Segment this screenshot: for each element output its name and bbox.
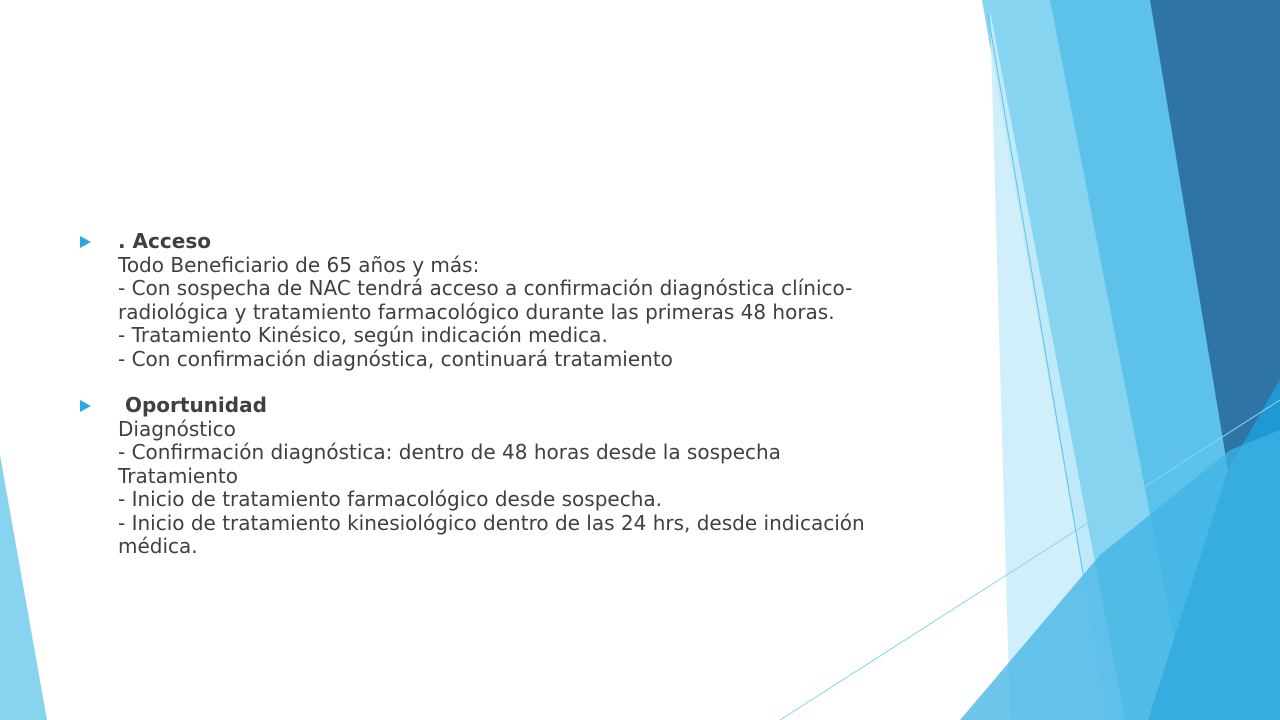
bullet-line: Tratamiento xyxy=(118,463,238,488)
bullet-oportunidad xyxy=(80,394,960,559)
bullet-line: - Con sospecha de NAC tendrá acceso a confirmación diagnóstica clínico- xyxy=(118,276,853,300)
bullet-arrow-icon xyxy=(80,236,91,248)
bullet-line: - Con confirmación diagnóstica, continuará tratamiento xyxy=(118,346,673,371)
bullet-line: Diagnóstico xyxy=(118,416,236,441)
bullet-heading: . Acceso xyxy=(118,229,211,253)
left-accent-shape xyxy=(0,455,47,720)
bullet-acceso xyxy=(80,230,960,371)
bullet-line: - Confirmación diagnóstica: dentro de 48 horas desde la sospecha xyxy=(118,440,781,464)
bullet-line: - Inicio de tratamiento farmacológico desde sospecha. xyxy=(118,487,662,511)
bullet-line: - Inicio de tratamiento kinesiológico dentro de las 24 hrs, desde indicación xyxy=(118,510,865,535)
bullet-line: médica. xyxy=(118,534,198,558)
slide-content xyxy=(80,230,960,559)
bullet-line: Todo Beneficiario de 65 años y más: xyxy=(118,252,480,277)
bullet-heading: Oportunidad xyxy=(118,393,267,417)
bullet-arrow-icon xyxy=(80,400,91,412)
bullet-line: radiológica y tratamiento farmacológico durante las primeras 48 horas. xyxy=(118,299,835,324)
bullet-line: - Tratamiento Kinésico, según indicación medica. xyxy=(118,323,608,347)
